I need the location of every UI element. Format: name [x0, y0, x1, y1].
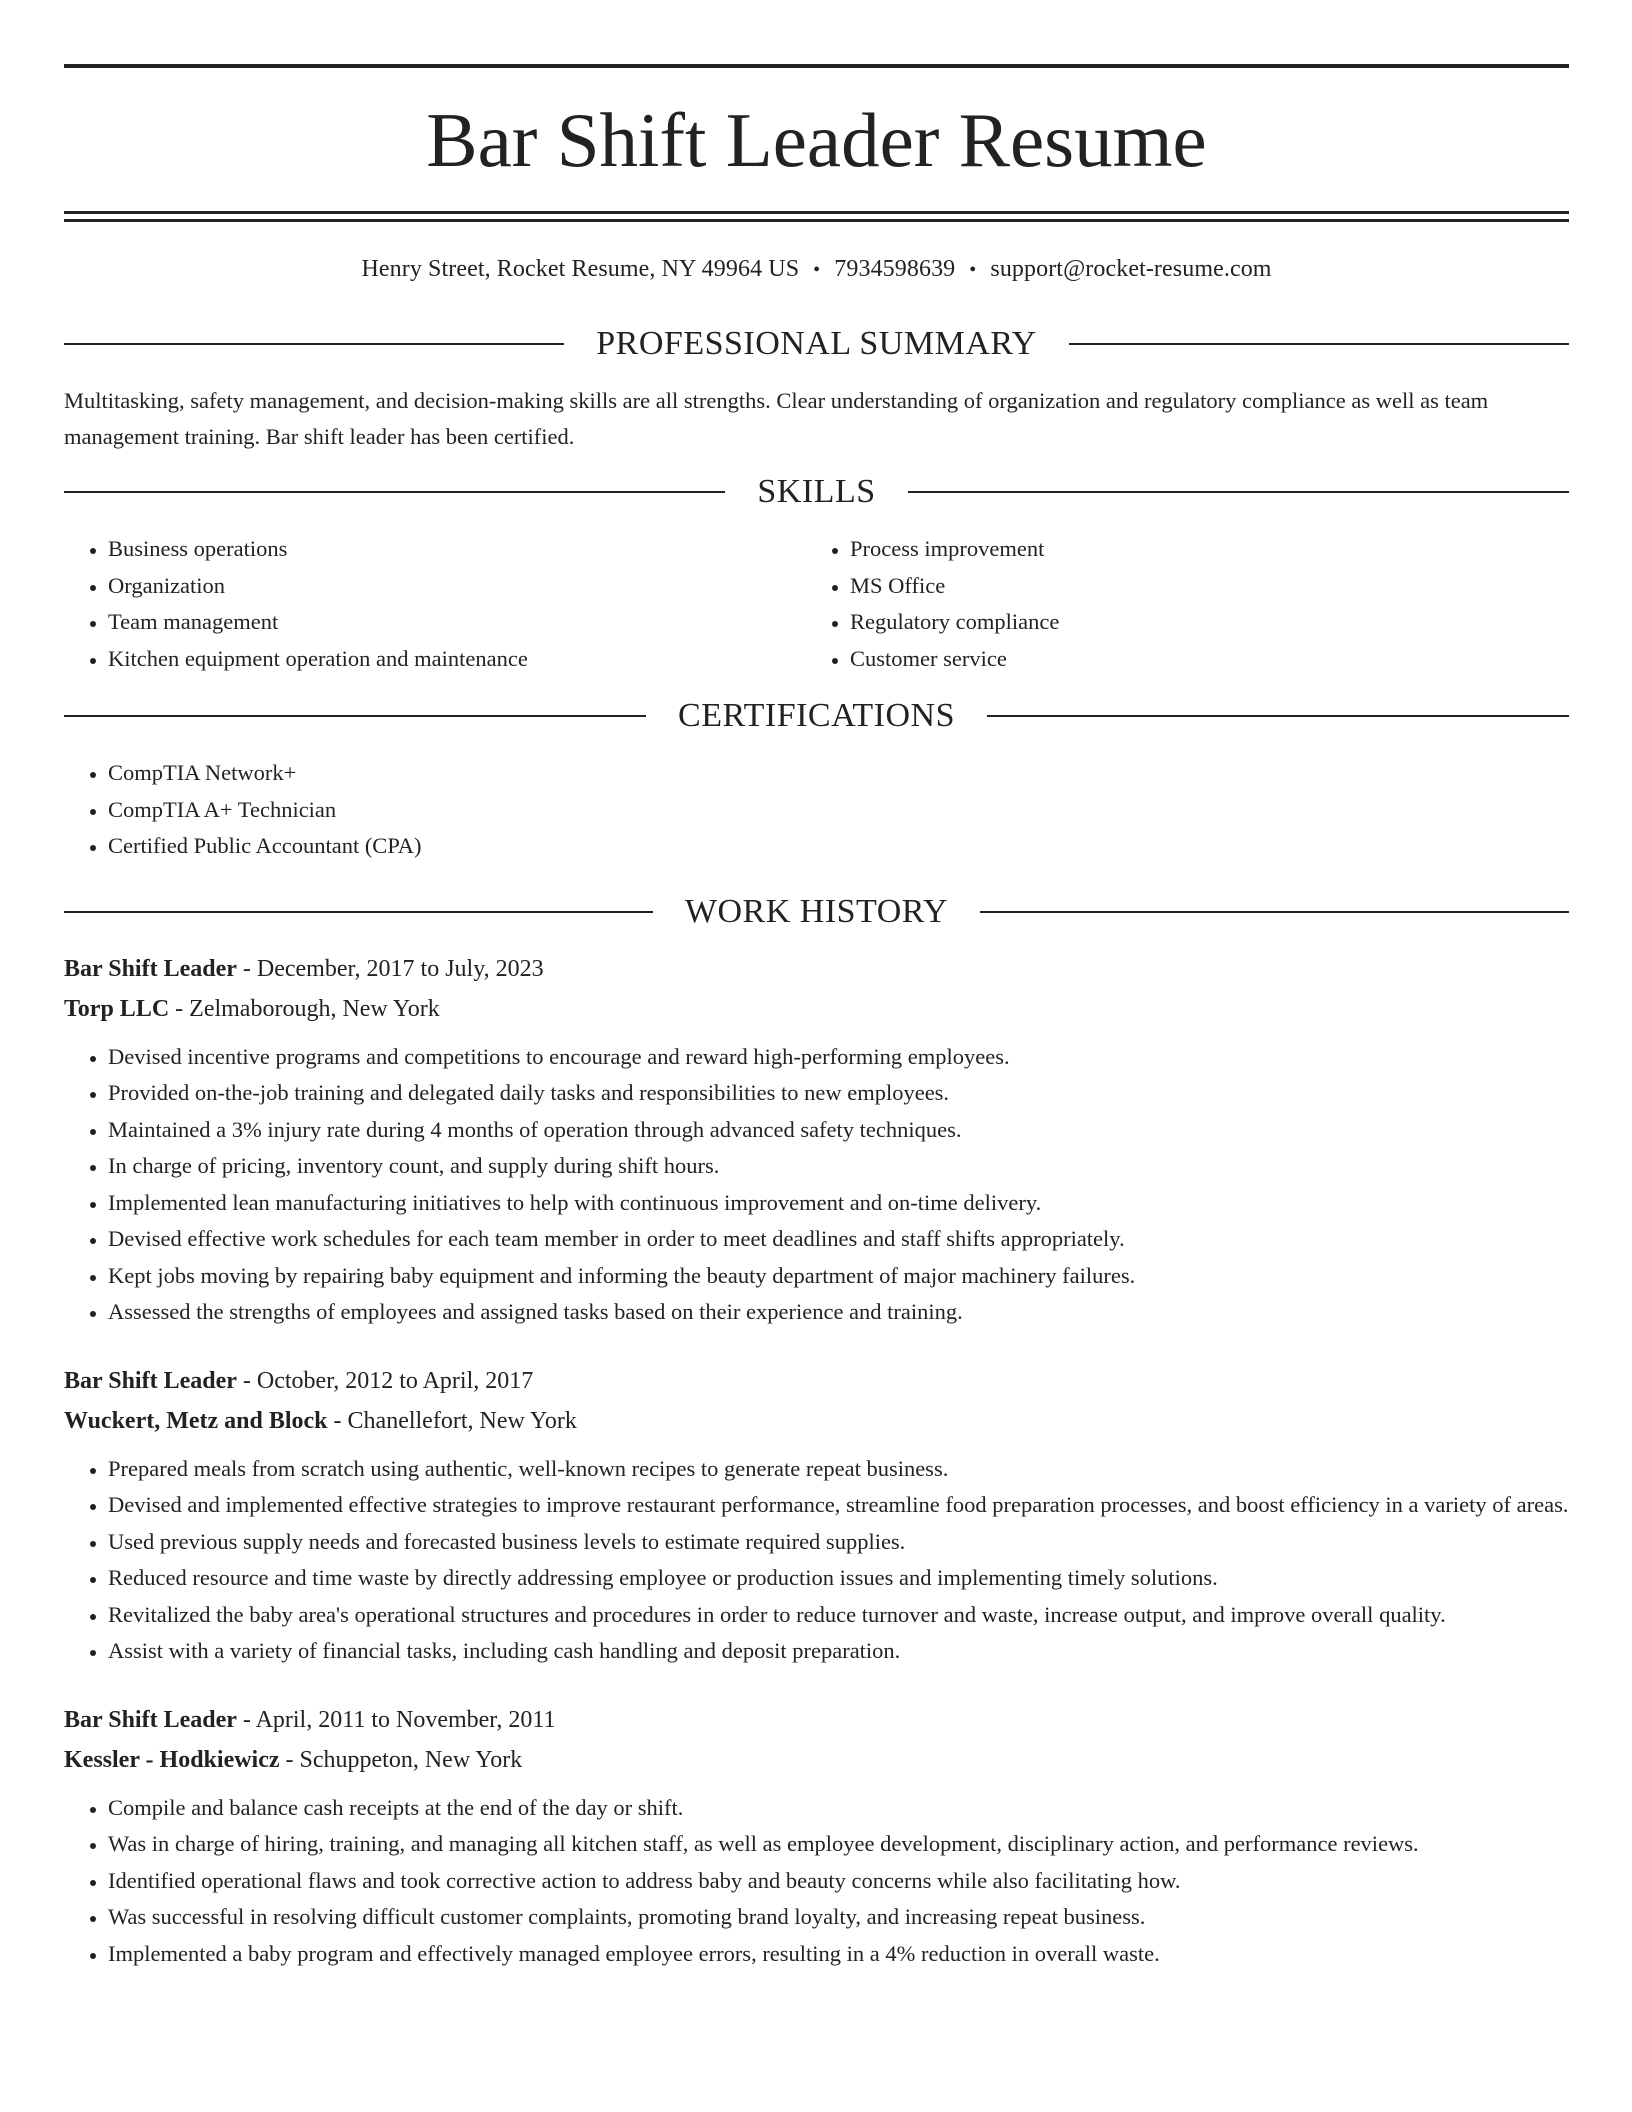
section-header-work-history — [64, 892, 1569, 930]
job-bullet: • Assist with a variety of financial tasks, including cash handling and deposit preparation. — [108, 1633, 1569, 1670]
job-bullet: • Devised and implemented effective strategies to improve restaurant performance, streamline food preparation processes, and boost efficiency in a variety of areas. — [108, 1487, 1569, 1524]
skills-column-right — [806, 531, 1548, 677]
skill-item: • Process improvement — [850, 531, 1548, 568]
skill-item: • MS Office — [850, 568, 1548, 605]
job-bullet: • Devised incentive programs and competitions to encourage and reward high-performing employees. — [108, 1039, 1569, 1076]
section-title-skills: SKILLS — [757, 473, 876, 510]
job-title-line — [64, 1700, 1569, 1740]
section-rule-left — [64, 715, 646, 717]
job-bullet: • Reduced resource and time waste by directly addressing employee or production issues and implementing timely solutions. — [108, 1560, 1569, 1597]
job-bullet: • Identified operational flaws and took corrective action to address baby and beauty concerns while also facilitating how. — [108, 1863, 1569, 1900]
job-bullet: • Was successful in resolving difficult customer complaints, promoting brand loyalty, and increasing repeat business. — [108, 1899, 1569, 1936]
section-rule-left — [64, 343, 564, 345]
contact-email: support@rocket-resume.com — [990, 256, 1272, 282]
certifications-list — [64, 755, 1569, 865]
job-bullet: • Kept jobs moving by repairing baby equipment and informing the beauty department of major machinery failures. — [108, 1258, 1569, 1295]
job-bullets — [64, 1790, 1569, 1973]
section-rule-right — [908, 491, 1569, 493]
skills-list-left — [64, 531, 806, 677]
job-title: Bar Shift Leader — [64, 1367, 237, 1394]
section-rule-right — [1069, 343, 1569, 345]
section-header-summary — [64, 327, 1569, 361]
job-company-line — [64, 1740, 1569, 1780]
skill-item: • Kitchen equipment operation and maintenance — [108, 641, 806, 678]
job-entry — [64, 1361, 1569, 1670]
job-bullet: • Used previous supply needs and forecasted business levels to estimate required supplies. — [108, 1524, 1569, 1561]
job-title: Bar Shift Leader — [64, 1706, 237, 1733]
title-rule-2 — [64, 219, 1569, 222]
job-location: Chanellefort, New York — [347, 1407, 577, 1434]
job-bullet: • Devised effective work schedules for each team member in order to meet deadlines and staff shifts appropriately. — [108, 1221, 1569, 1258]
job-company: Wuckert, Metz and Block — [64, 1407, 328, 1434]
resume-page — [64, 64, 1569, 1972]
job-company: Kessler - Hodkiewicz — [64, 1746, 280, 1773]
section-rule-left — [64, 491, 725, 493]
job-bullets — [64, 1451, 1569, 1670]
job-bullet: • Maintained a 3% injury rate during 4 months of operation through advanced safety techniques. — [108, 1112, 1569, 1149]
job-location: Zelmaborough, New York — [189, 995, 440, 1022]
job-dates: April, 2011 to November, 2011 — [255, 1706, 556, 1733]
job-bullet: • Implemented lean manufacturing initiatives to help with continuous improvement and on-time delivery. — [108, 1185, 1569, 1222]
job-bullet: • Assessed the strengths of employees and assigned tasks based on their experience and training. — [108, 1294, 1569, 1331]
contact-separator: • — [813, 259, 821, 281]
contact-separator: • — [969, 259, 977, 281]
job-bullet: • Prepared meals from scratch using authentic, well-known recipes to generate repeat business. — [108, 1451, 1569, 1488]
job-dates: October, 2012 to April, 2017 — [256, 1367, 534, 1394]
skill-item: • Regulatory compliance — [850, 604, 1548, 641]
job-bullet: • In charge of pricing, inventory count, and supply during shift hours. — [108, 1148, 1569, 1185]
dash-separator: - — [236, 955, 257, 982]
skills-list-right — [806, 531, 1548, 677]
job-bullets — [64, 1039, 1569, 1331]
job-location: Schuppeton, New York — [299, 1746, 523, 1773]
section-title-work-history: WORK HISTORY — [684, 892, 949, 930]
section-header-skills — [64, 475, 1569, 509]
job-title: Bar Shift Leader — [64, 955, 237, 982]
contact-phone: 7934598639 — [834, 256, 956, 282]
section-rule-right — [987, 715, 1569, 717]
contact-line — [64, 256, 1569, 283]
certification-item: • CompTIA Network+ — [108, 755, 1569, 792]
section-title-summary: PROFESSIONAL SUMMARY — [596, 325, 1037, 362]
job-entry — [64, 949, 1569, 1331]
dash-separator: - — [279, 1746, 300, 1773]
section-rule-right — [980, 911, 1569, 913]
skill-item: • Customer service — [850, 641, 1548, 678]
section-header-certifications — [64, 699, 1569, 733]
skills-column-left — [64, 531, 806, 677]
section-rule-left — [64, 911, 653, 913]
section-title-certifications: CERTIFICATIONS — [678, 697, 955, 734]
dash-separator: - — [327, 1407, 348, 1434]
skills-columns — [64, 531, 1569, 677]
job-title-line — [64, 1361, 1569, 1401]
job-company-line — [64, 1401, 1569, 1441]
contact-address: Henry Street, Rocket Resume, NY 49964 US — [361, 256, 800, 282]
job-title-line — [64, 949, 1569, 989]
job-bullet: • Was in charge of hiring, training, and managing all kitchen staff, as well as employee development, disciplinary action, and performance reviews. — [108, 1826, 1569, 1863]
dash-separator: - — [236, 1706, 256, 1733]
job-bullet: • Provided on-the-job training and delegated daily tasks and responsibilities to new employees. — [108, 1075, 1569, 1112]
certification-item: • Certified Public Accountant (CPA) — [108, 828, 1569, 865]
job-company-line — [64, 989, 1569, 1029]
job-bullet: • Revitalized the baby area's operational structures and procedures in order to reduce turnover and waste, increase output, and improve overall quality. — [108, 1597, 1569, 1634]
summary-text: Multitasking, safety management, and decision-making skills are all strengths. Clear understanding of organization and regulatory compliance as well as team management training. Bar shift leader has been certified. — [64, 388, 1489, 449]
work-history-list — [64, 949, 1569, 1973]
dash-separator: - — [169, 995, 190, 1022]
skill-item: • Team management — [108, 604, 806, 641]
dash-separator: - — [236, 1367, 257, 1394]
resume-title: Bar Shift Leader Resume — [426, 97, 1207, 183]
skill-item: • Organization — [108, 568, 806, 605]
job-bullet: • Implemented a baby program and effectively managed employee errors, resulting in a 4% reduction in overall waste. — [108, 1936, 1569, 1973]
job-entry — [64, 1700, 1569, 1973]
certification-item: • CompTIA A+ Technician — [108, 792, 1569, 829]
skill-item: • Business operations — [108, 531, 806, 568]
job-bullet: • Compile and balance cash receipts at the end of the day or shift. — [108, 1790, 1569, 1827]
job-company: Torp LLC — [64, 995, 170, 1022]
job-dates: December, 2017 to July, 2023 — [256, 955, 544, 982]
